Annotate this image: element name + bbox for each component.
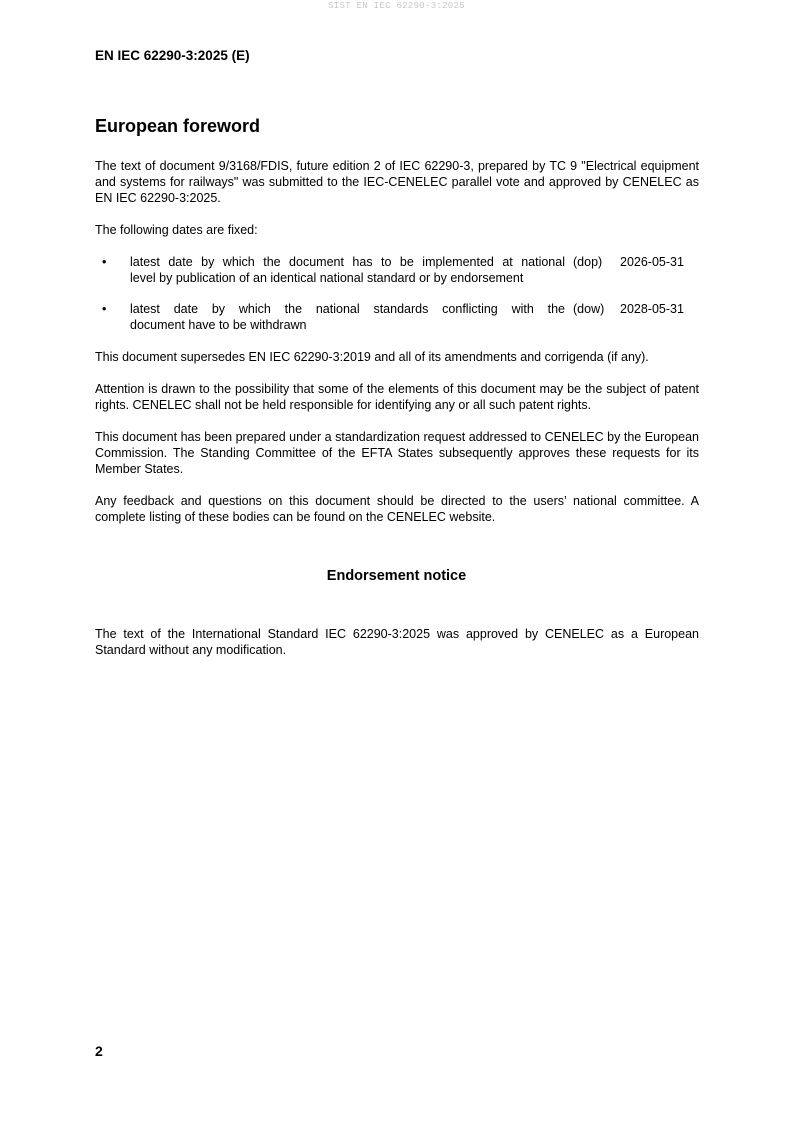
endorsement-block <box>95 626 699 658</box>
date-row-dop <box>95 254 699 286</box>
feedback-block <box>95 493 699 525</box>
standardization-request-block <box>95 429 699 477</box>
date-description <box>130 254 565 286</box>
document-id-header: EN IEC 62290-3:2025 (E) <box>95 48 250 63</box>
date-description-line: document have to be withdrawn <box>130 318 307 332</box>
date-value: 2026-05-31 <box>620 255 684 269</box>
date-description-line: latest date by which the national standards conflicting with the <box>130 302 565 316</box>
bullet-marker: • <box>102 255 107 269</box>
feedback-paragraph: Any feedback and questions on this document should be directed to the users’ national committee. A complete listing of these bodies can be found on the CENELEC website. <box>95 494 699 524</box>
patent-block <box>95 381 699 413</box>
dates-intro-block <box>95 222 699 238</box>
watermark: SIST EN IEC 62290-3:2025 <box>328 1 465 11</box>
endorsement-title: Endorsement notice <box>326 568 467 584</box>
date-description-line: latest date by which the document has to be implemented at national <box>130 255 565 269</box>
date-description-line: level by publication of an identical national standard or by endorsement <box>130 271 524 285</box>
endorsement-paragraph: The text of the International Standard IEC 62290-3:2025 was approved by CENELEC as a European Standard without any modification. <box>95 627 699 657</box>
dates-intro-paragraph: The following dates are fixed: <box>95 223 258 237</box>
supersedes-paragraph: This document supersedes EN IEC 62290-3:2019 and all of its amendments and corrigenda (if any). <box>95 350 649 364</box>
standardization-request-paragraph: This document has been prepared under a standardization request addressed to CENELEC by the European Commission. The Standing Committee of the EFTA States subsequently approves these requests for its Member States. <box>95 430 699 476</box>
patent-paragraph: Attention is drawn to the possibility that some of the elements of this document may be the subject of patent rights. CENELEC shall not be held responsible for identifying any or all such patent rights. <box>95 382 699 412</box>
date-abbreviation: (dop) <box>573 255 603 269</box>
foreword-title: European foreword <box>95 116 261 136</box>
date-abbreviation: (dow) <box>573 302 605 316</box>
page-number: 2 <box>95 1043 103 1059</box>
foreword-intro-paragraph: The text of document 9/3168/FDIS, future edition 2 of IEC 62290-3, prepared by TC 9 "Electrical equipment and systems for railways" was submitted to the IEC-CENELEC parallel vote and approved by CENELEC as EN IEC 62290-3:2025. <box>95 159 699 205</box>
date-description <box>130 301 565 333</box>
foreword-intro-block <box>95 158 699 206</box>
date-value: 2028-05-31 <box>620 302 684 316</box>
supersedes-block <box>95 349 699 365</box>
date-row-dow <box>95 301 699 333</box>
bullet-marker: • <box>102 302 107 316</box>
